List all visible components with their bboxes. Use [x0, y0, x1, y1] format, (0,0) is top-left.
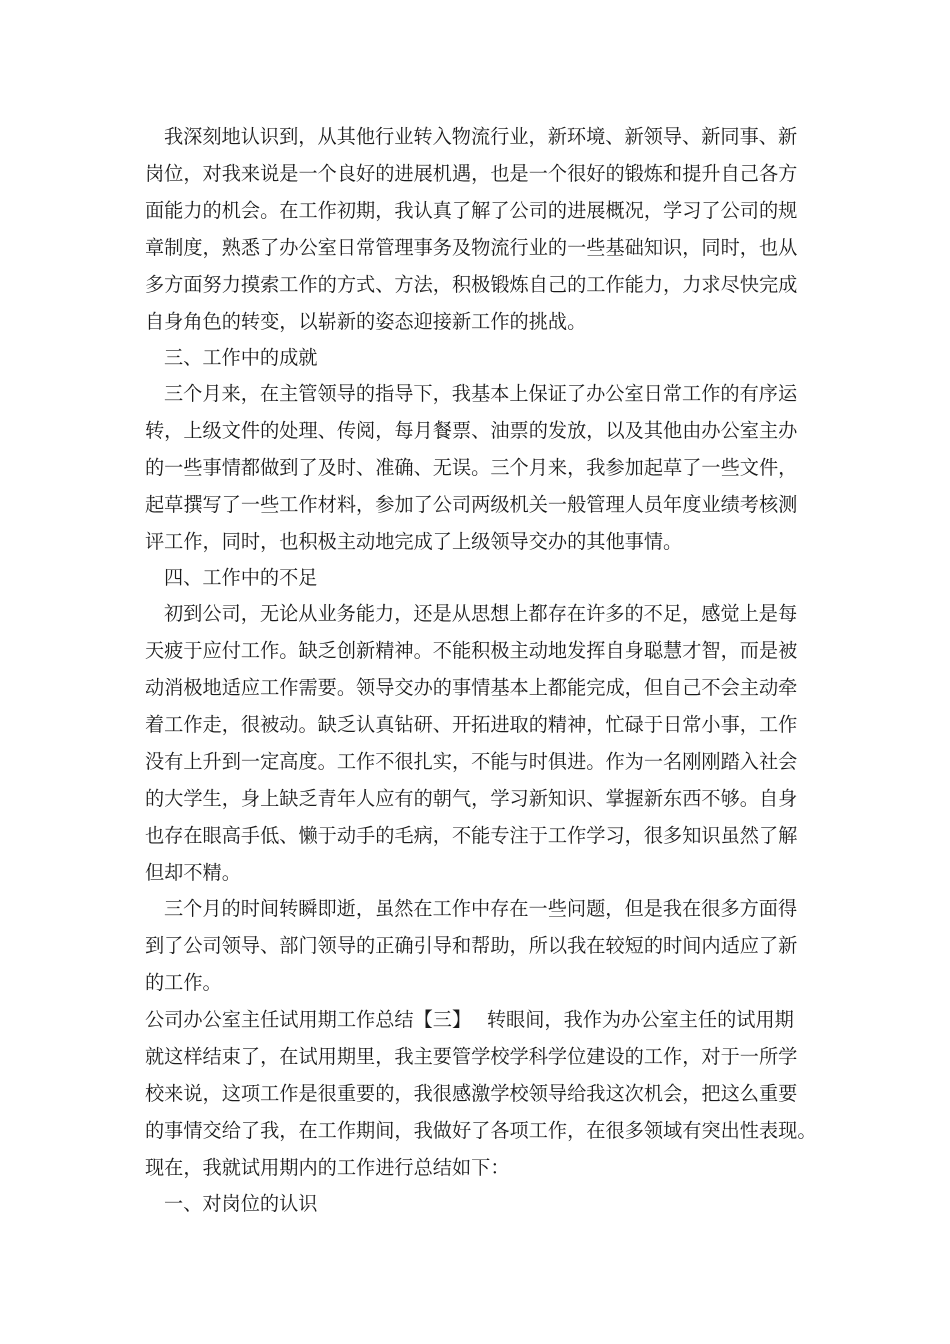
paragraph-line: 没有上升到一定高度。工作不很扎实，不能与时俱进。作为一名刚刚踏入社会	[145, 750, 798, 773]
paragraph-line: 校来说，这项工作是很重要的，我很感激学校领导给我这次机会，把这么重要	[145, 1082, 798, 1105]
paragraph-line: 的工作。	[145, 971, 222, 994]
paragraph-line: 天疲于应付工作。缺乏创新精神。不能积极主动地发挥自身聪慧才智，而是被	[145, 639, 798, 662]
paragraph-line: 初到公司，无论从业务能力，还是从思想上都存在许多的不足，感觉上是每	[164, 602, 798, 625]
paragraph-line: 面能力的机会。在工作初期，我认真了解了公司的进展概况，学习了公司的规	[145, 199, 798, 222]
paragraph-line: 章制度，熟悉了办公室日常管理事务及物流行业的一些基础知识，同时，也从	[145, 236, 798, 259]
section-heading: 三、工作中的成就	[164, 346, 318, 369]
paragraph-line: 的大学生，身上缺乏青年人应有的朝气，学习新知识、掌握新东西不够。自身	[145, 787, 798, 810]
paragraph-line: 到了公司领导、部门领导的正确引导和帮助，所以我在较短的时间内适应了新	[145, 934, 798, 957]
paragraph-line: 也存在眼高手低、懒于动手的毛病，不能专注于工作学习，很多知识虽然了解	[145, 824, 798, 847]
paragraph-line: 现在，我就试用期内的工作进行总结如下：	[145, 1156, 510, 1179]
paragraph-line: 我深刻地认识到，从其他行业转入物流行业，新环境、新领导、新同事、新	[164, 125, 798, 148]
section-heading: 四、工作中的不足	[164, 566, 318, 589]
paragraph-line: 岗位，对我来说是一个良好的进展机遇，也是一个很好的锻炼和提升自己各方	[145, 162, 798, 185]
paragraph-line: 就这样结束了，在试用期里，我主要管学校学科学位建设的工作，对于一所学	[145, 1045, 798, 1068]
paragraph-line: 起草撰写了一些工作材料，参加了公司两级机关一般管理人员年度业绩考核测	[145, 493, 798, 516]
section-title-line: 公司办公室主任试用期工作总结【三】 转眼间，我作为办公室主任的试用期	[145, 1008, 794, 1031]
paragraph-line: 多方面努力摸索工作的方式、方法，积极锻炼自己的工作能力，力求尽快完成	[145, 273, 798, 296]
paragraph-line: 着工作走，很被动。缺乏认真钻研、开拓进取的精神，忙碌于日常小事，工作	[145, 713, 798, 736]
paragraph-line: 三个月来，在主管领导的指导下，我基本上保证了办公室日常工作的有序运	[164, 382, 798, 405]
paragraph-line: 自身角色的转变，以崭新的姿态迎接新工作的挑战。	[145, 310, 587, 333]
paragraph-line: 三个月的时间转瞬即逝，虽然在工作中存在一些问题，但是我在很多方面得	[164, 897, 798, 920]
paragraph-line: 转，上级文件的处理、传阅，每月餐票、油票的发放，以及其他由办公室主办	[145, 419, 798, 442]
paragraph-line: 动消极地适应工作需要。领导交办的事情基本上都能完成，但自己不会主动牵	[145, 676, 798, 699]
paragraph-line: 的事情交给了我，在工作期间，我做好了各项工作，在很多领域有突出性表现。	[145, 1119, 817, 1142]
paragraph-line: 但却不精。	[145, 861, 241, 884]
section-heading: 一、对岗位的认识	[164, 1192, 318, 1215]
paragraph-line: 的一些事情都做到了及时、准确、无误。三个月来，我参加起草了一些文件，	[145, 456, 798, 479]
paragraph-line: 评工作，同时，也积极主动地完成了上级领导交办的其他事情。	[145, 530, 683, 553]
